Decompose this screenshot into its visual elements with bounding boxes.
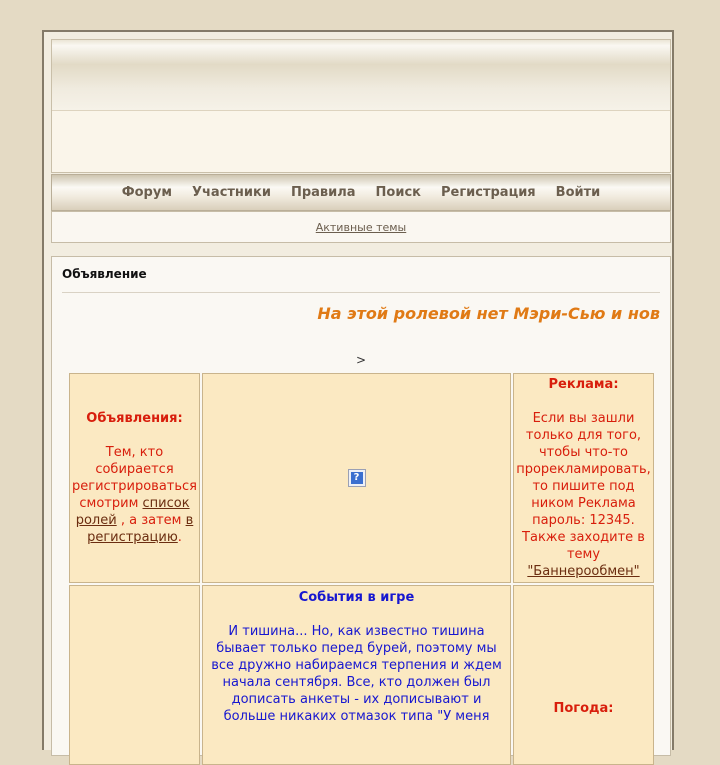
announcements-text-end: .	[177, 530, 182, 545]
weather-heading: Погода:	[553, 701, 614, 716]
marquee-text: На этой ролевой нет Мэри-Сью и нов	[317, 304, 660, 323]
stray-arrow: >	[355, 353, 367, 367]
forum-frame	[42, 30, 674, 750]
announcements-text: Тем, кто собирается регистрироваться смотрим	[72, 445, 197, 511]
nav-search[interactable]: Поиск	[375, 185, 421, 200]
sub-nav	[51, 211, 671, 243]
advertising-cell	[513, 373, 654, 583]
nav-login[interactable]: Войти	[555, 185, 601, 200]
advertising-text: Если вы зашли только для того, чтобы что-то прорекламировать, то пишите под ником Реклама пароль: 12345. Также заходите в тему	[516, 411, 651, 562]
advertising-heading: Реклама:	[548, 377, 619, 392]
announcement-box	[51, 256, 671, 756]
announcements-text-mid: , а затем	[120, 513, 182, 528]
weather-cell	[513, 585, 654, 765]
header-banner	[51, 39, 671, 173]
active-topics-link[interactable]: Активные темы	[315, 220, 407, 234]
announcements-cell	[69, 373, 200, 583]
events-heading: События в игре	[298, 590, 415, 605]
nav-rules[interactable]: Правила	[290, 185, 356, 200]
center-image-cell	[202, 373, 511, 583]
nav-forum[interactable]: Форум	[121, 185, 172, 200]
banner-gradient	[52, 40, 670, 111]
nav-register[interactable]: Регистрация	[441, 185, 536, 200]
events-text: И тишина... Но, как известно тишина бывает только перед бурей, поэтому мы все дружно набираемся терпения и ждем начала сентября. Все, кто должен был дописать анкеты - их дописывают и больше никаких отмазок типа "У меня	[211, 624, 502, 724]
banner-exchange-link[interactable]: "Баннерообмен"	[527, 564, 640, 579]
announcement-title: Объявление	[62, 267, 147, 281]
announcements-heading: Объявления:	[86, 411, 183, 426]
registration-link[interactable]: в регистрацию	[87, 513, 194, 545]
roles-list-link[interactable]: список ролей	[75, 496, 190, 528]
empty-cell	[69, 585, 200, 765]
main-nav	[51, 174, 671, 211]
announcement-divider	[62, 292, 660, 293]
broken-image-icon: ?	[348, 469, 366, 487]
nav-members[interactable]: Участники	[191, 185, 271, 200]
events-cell	[202, 585, 511, 765]
